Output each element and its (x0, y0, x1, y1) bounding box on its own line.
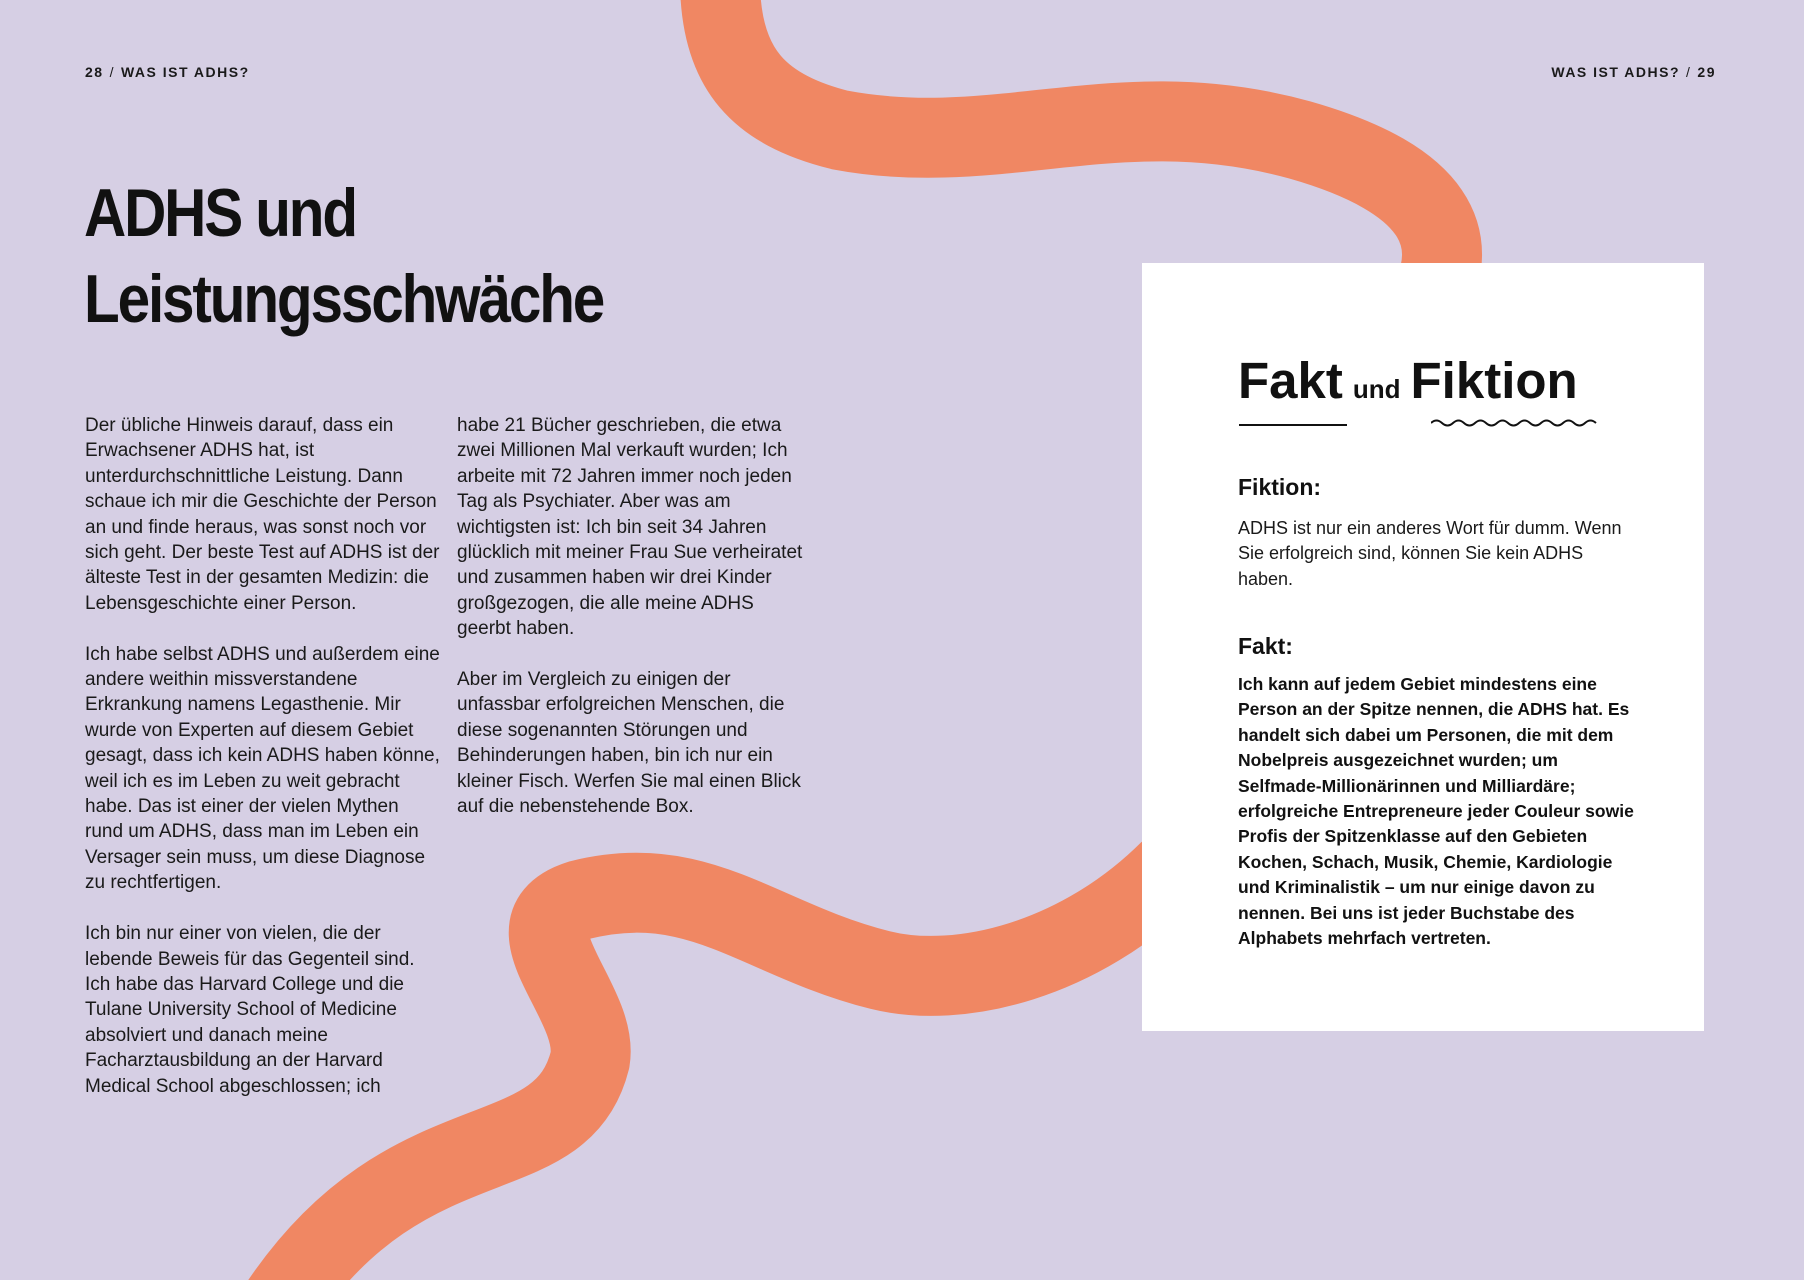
running-header-right (1551, 64, 1716, 80)
page-number-left: 28 (85, 64, 104, 80)
straight-underline (1239, 424, 1347, 426)
fact-fiction-box (1142, 263, 1704, 1031)
page-number-right: 29 (1697, 64, 1716, 80)
running-header-left (85, 64, 250, 80)
body-column-right (457, 413, 812, 845)
body-column-left (85, 413, 440, 1124)
body-paragraph: habe 21 Bücher geschrieben, die etwa zwei Millionen Mal verkauft wurden; Ich arbeite mit 72 Jahren immer noch jeden Tag als Psychiater. Aber was am wichtigsten ist: Ich bin seit 34 Jahren glücklich mit meiner Frau Sue verheiratet und zusammen haben wir drei Kinder großgezogen, die alle meine ADHS geerbt haben. (457, 415, 803, 640)
section-title-right: WAS IST ADHS? (1551, 64, 1681, 80)
box-heading-und: und (1352, 374, 1401, 404)
chapter-title (84, 170, 603, 342)
header-separator: / (1686, 64, 1692, 80)
box-heading-fakt: Fakt (1238, 352, 1343, 409)
box-heading-fiktion: Fiktion (1410, 352, 1578, 409)
body-paragraph: Aber im Vergleich zu einigen der unfassbar erfolgreichen Menschen, die diese sogenannten Störungen und Behinderungen haben, bin ich nur ein kleiner Fisch. Werfen Sie mal einen Blick auf die nebenstehende Box. (457, 669, 801, 818)
fiktion-label: Fiktion: (1238, 474, 1322, 500)
section-title-left: WAS IST ADHS? (120, 64, 250, 80)
body-paragraph: Der übliche Hinweis darauf, dass ein Erwachsener ADHS hat, ist unterdurchschnittliche Leistung. Dann schaue ich mir die Geschichte der Person an und finde heraus, was sonst noch vor sich geht. Der beste Test auf ADHS ist der älteste Test in der gesamten Medizin: die Lebensgeschichte einer Person. (85, 415, 440, 614)
header-separator: / (109, 64, 115, 80)
wavy-underline (1431, 417, 1597, 429)
fiktion-text: ADHS ist nur ein anderes Wort für dumm. Wenn Sie erfolgreich sind, können Sie kein ADHS haben. (1238, 518, 1622, 589)
chapter-title-line2: Leistungsschwäche (84, 261, 604, 337)
fakt-label: Fakt: (1238, 633, 1293, 659)
body-paragraph: Ich bin nur einer von vielen, die der lebende Beweis für das Gegenteil sind. Ich habe das Harvard College und die Tulane University School of Medicine absolviert und danach meine Facharztausbildung an der Harvard Medical School abgeschlossen; ich (85, 923, 415, 1097)
box-heading (1238, 351, 1578, 410)
fakt-text: Ich kann auf jedem Gebiet mindestens eine Person an der Spitze nennen, die ADHS hat. Es handelt sich dabei um Personen, die mit dem Nobelpreis ausgezeichnet wurden; um Selfmade-Millionärinnen und Milliardäre; erfolgreiche Entrepreneure jeder Couleur sowie Profis der Spitzenklasse auf den Gebieten Kochen, Schach, Musik, Chemie, Kardiologie und Kriminalistik – um nur einige davon zu nennen. Bei uns ist jeder Buchstabe des Alphabets mehrfach vertreten. (1238, 674, 1634, 949)
chapter-title-line1: ADHS und (84, 175, 356, 251)
body-paragraph: Ich habe selbst ADHS und außerdem eine andere weithin missverstandene Erkrankung namens Legasthenie. Mir wurde von Experten auf diesem Gebiet gesagt, dass ich kein ADHS haben könne, weil ich es im Leben zu weit gebracht habe. Das ist einer der vielen Mythen rund um ADHS, dass man im Leben ein Versager sein muss, um diese Diagnose zu rechtfertigen. (85, 643, 440, 894)
